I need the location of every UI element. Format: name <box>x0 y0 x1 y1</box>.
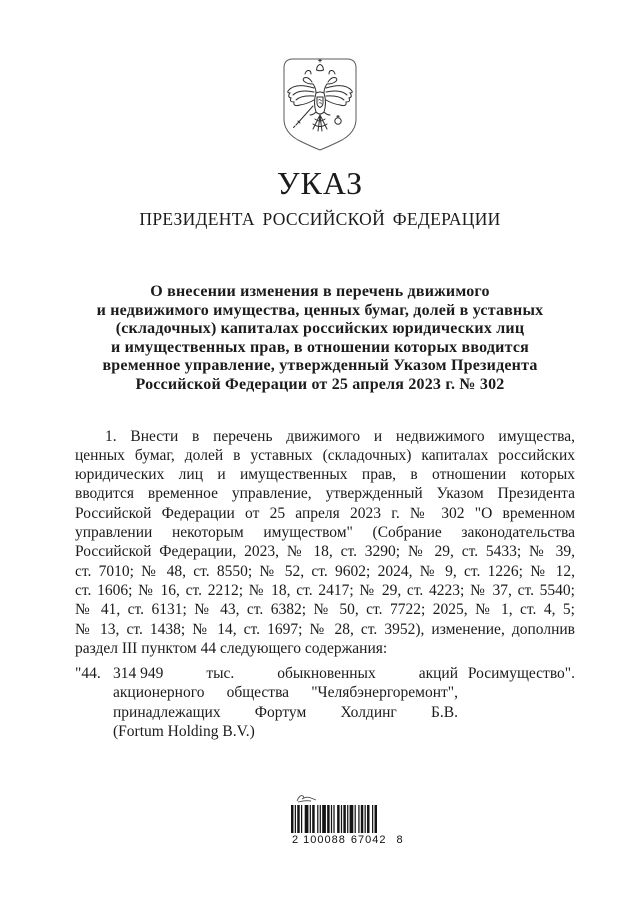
managing-organization: Росимущество". <box>467 665 575 683</box>
body-line: раздел III пунктом 44 следующего содержания: <box>75 639 388 657</box>
item-line <box>113 703 458 722</box>
item-description <box>113 664 458 741</box>
decree-subject-heading <box>60 283 580 395</box>
heading-line: и имущественных прав, в отношении которых вводится <box>111 338 529 356</box>
item-token: 314 949 <box>113 665 164 683</box>
barcode-digits <box>291 834 404 847</box>
heading-line: Российской Федерации от 25 апреля 2023 г. № 302 <box>135 375 505 393</box>
barcode-digit-group: 2 <box>292 834 300 847</box>
document-barcode <box>291 793 404 847</box>
body-line: № 41, ст. 6131; № 43, ст. 6382; № 50, ст. 7722; 2025, № 1, ст. 4, 5; <box>75 601 575 619</box>
body-line: вводится временное управление, утвержденный Указом Президента <box>75 485 575 503</box>
body-line: юридических лиц и имущественных прав, в отношении которых <box>75 466 575 484</box>
body-line: Российской Федерации, 2023, № 18, ст. 3290; № 29, ст. 5433; № 39, <box>75 543 575 561</box>
item-token: принадлежащих <box>113 703 221 721</box>
amendment-item-row <box>75 664 575 741</box>
decree-body-paragraph <box>75 427 575 659</box>
heading-line: и недвижимого имущества, ценных бумаг, долей в уставных <box>96 301 544 319</box>
item-line <box>113 664 458 683</box>
item-token: обыкновенных <box>277 665 376 683</box>
body-line: 1. Внести в перечень движимого и недвижимого имущества, <box>105 427 575 445</box>
heading-line: (складочных) капиталах российских юридических лиц <box>115 320 525 338</box>
document-type-title: УКАЗ <box>276 165 364 201</box>
item-number: "44. <box>75 665 101 683</box>
item-line: (Fortum Holding B.V.) <box>113 723 255 741</box>
item-token: Холдинг <box>340 703 397 721</box>
body-line: ст. 7010; № 48, ст. 8550; № 52, ст. 9602; 2024, № 9, ст. 1226; № 12, <box>75 562 575 580</box>
body-line: ценных бумаг, долей в уставных (складочных) капиталах российских <box>75 446 575 464</box>
barcode-digit-group: 67042 <box>350 834 387 847</box>
item-token: акций <box>418 665 458 683</box>
body-line: ст. 1606; № 16, ст. 2212; № 18, ст. 2417; № 29, ст. 4223; № 37, ст. 5540; <box>75 581 575 599</box>
body-line: управлении некоторым имуществом" (Собрание законодательства <box>75 524 575 542</box>
issuer-subtitle: ПРЕЗИДЕНТА РОССИЙСКОЙ ФЕДЕРАЦИИ <box>139 209 501 229</box>
barcode-bars <box>291 805 377 833</box>
item-line: акционерного общества "Челябэнергоремонт", <box>113 684 458 702</box>
russia-coat-of-arms-icon <box>279 55 361 152</box>
item-token: Фортум <box>254 703 307 721</box>
barcode-digit-group: 100088 <box>303 834 346 847</box>
item-token: тыс. <box>206 665 235 683</box>
body-line: № 13, ст. 1438; № 14, ст. 1697; № 28, ст. 3952), изменение, дополнив <box>75 620 575 638</box>
heading-line: О внесении изменения в перечень движимого <box>150 283 490 300</box>
item-token: Б.В. <box>430 703 458 721</box>
barcode-digit-group: 8 <box>396 834 404 847</box>
heading-line: временное управление, утвержденный Указом Президента <box>102 357 538 375</box>
body-line: Российской Федерации от 25 апреля 2023 г. № 302 "О временном <box>75 504 575 522</box>
signature-squiggle-icon <box>295 793 319 804</box>
